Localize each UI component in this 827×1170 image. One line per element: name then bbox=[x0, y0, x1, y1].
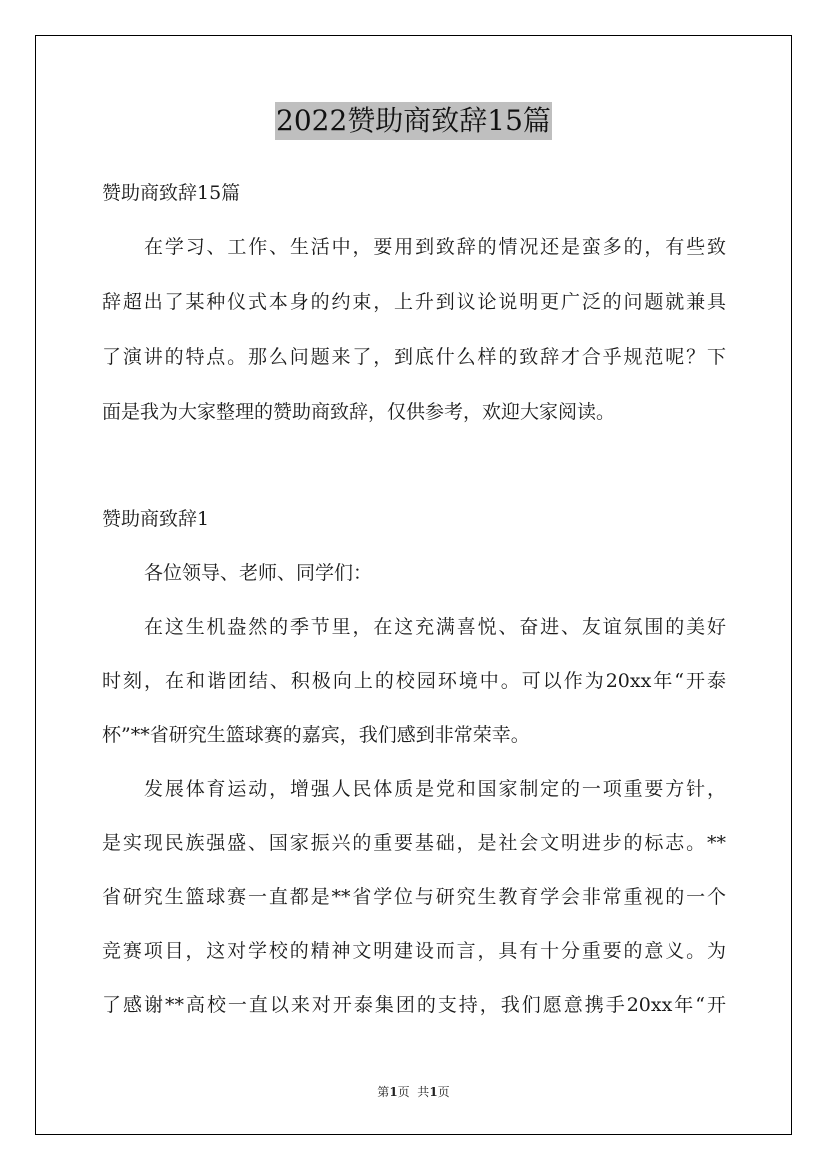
paragraph-line: 是实现民族强盛、国家振兴的重要基础，是社会文明进步的标志。** bbox=[102, 832, 726, 854]
paragraph-line: 省研究生篮球赛一直都是**省学位与研究生教育学会非常重视的一个 bbox=[102, 886, 726, 908]
footer-total-pages: 1 bbox=[429, 1085, 438, 1099]
salutation: 各位领导、老师、同学们： bbox=[144, 562, 373, 584]
paragraph-line: 杯”**省研究生篮球赛的嘉宾，我们感到非常荣幸。 bbox=[102, 724, 530, 746]
intro-line: 了演讲的特点。那么问题来了，到底什么样的致辞才合乎规范呢？下 bbox=[102, 346, 726, 368]
footer-page-mid: 页 共 bbox=[397, 1085, 430, 1099]
document-subtitle: 赞助商致辞15篇 bbox=[102, 182, 241, 204]
paragraph-line: 竞赛项目，这对学校的精神文明建设而言，具有十分重要的意义。为 bbox=[102, 940, 726, 962]
document-title: 2022赞助商致辞15篇 bbox=[275, 102, 552, 140]
paragraph-line: 在这生机盎然的季节里，在这充满喜悦、奋进、友谊氛围的美好 bbox=[144, 616, 726, 638]
paragraph-line: 发展体育运动，增强人民体质是党和国家制定的一项重要方针， bbox=[144, 778, 726, 800]
footer-page-suffix: 页 bbox=[437, 1085, 450, 1099]
paragraph-line: 了感谢**高校一直以来对开泰集团的支持，我们愿意携手20xx年“开 bbox=[102, 994, 726, 1016]
footer-page-prefix: 第 bbox=[377, 1085, 390, 1099]
page-footer bbox=[0, 1084, 827, 1100]
title-container bbox=[0, 102, 827, 140]
intro-line: 辞超出了某种仪式本身的约束，上升到议论说明更广泛的问题就兼具 bbox=[102, 291, 726, 313]
paragraph-line: 时刻，在和谐团结、积极向上的校园环境中。可以作为20xx年“开泰 bbox=[102, 670, 726, 692]
intro-line: 在学习、工作、生活中，要用到致辞的情况还是蛮多的，有些致 bbox=[144, 236, 726, 258]
intro-line: 面是我为大家整理的赞助商致辞，仅供参考，欢迎大家阅读。 bbox=[102, 401, 616, 423]
footer-page-number: 1 bbox=[389, 1085, 398, 1099]
section-heading: 赞助商致辞1 bbox=[102, 508, 210, 530]
